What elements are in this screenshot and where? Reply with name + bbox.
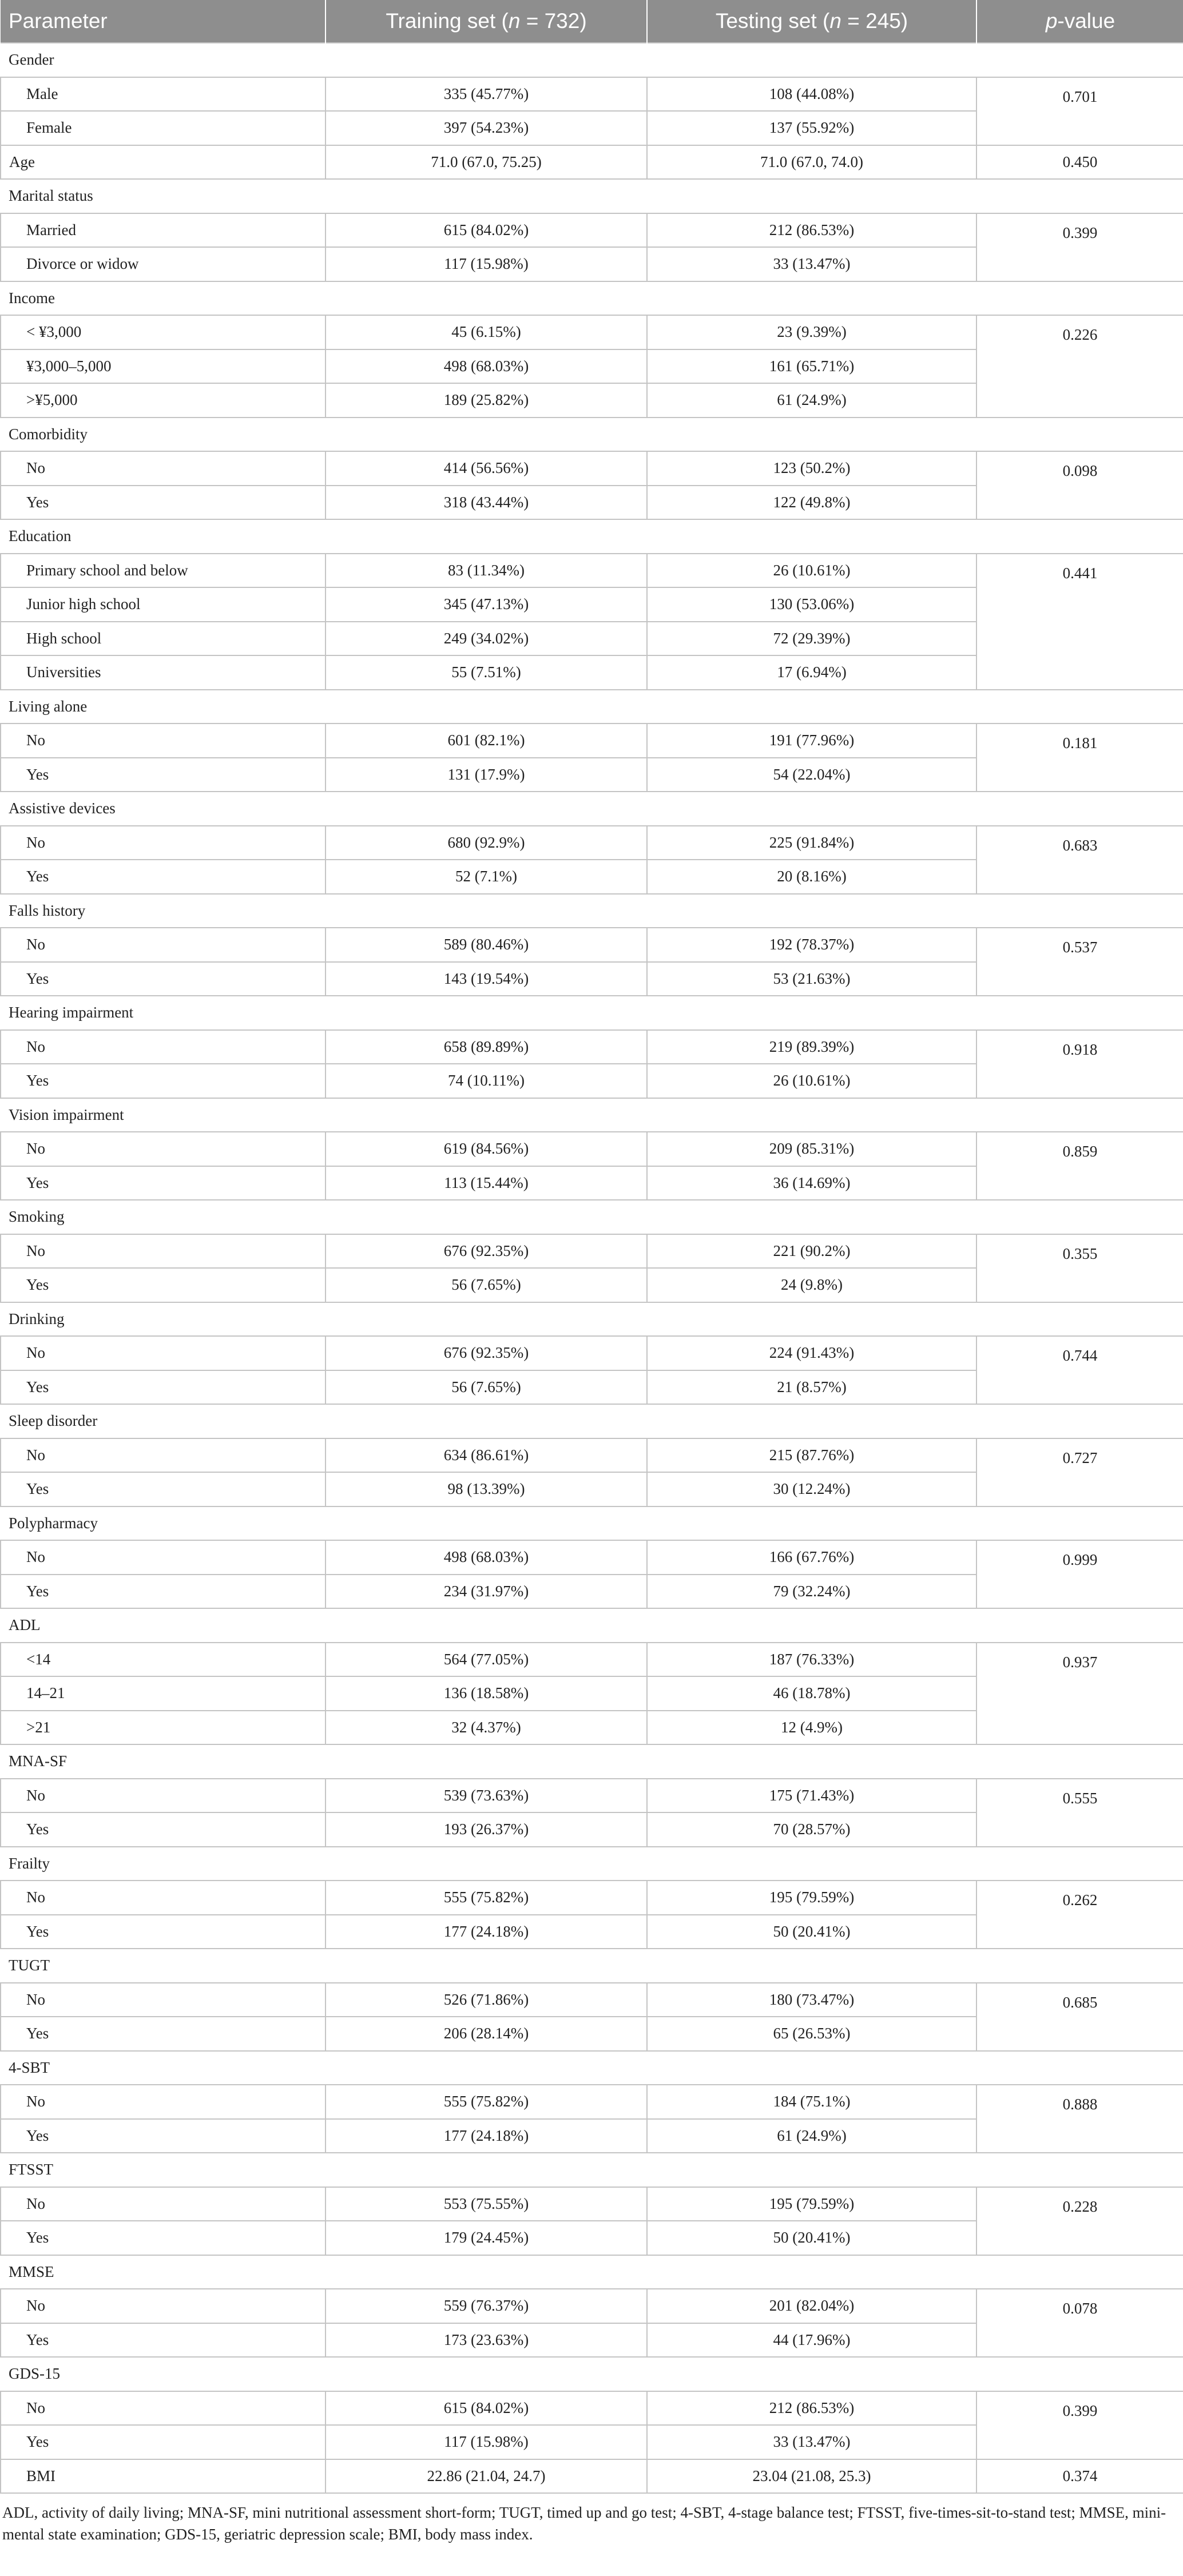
- training-value: 179 (24.45%): [325, 2221, 647, 2255]
- table-row: [1, 1540, 1183, 1575]
- testing-value: 195 (79.59%): [647, 2187, 976, 2221]
- row-label: Yes: [1, 1812, 325, 1847]
- row-label: Yes: [1, 2119, 325, 2153]
- group-title: Frailty: [1, 1847, 1183, 1881]
- group-title: GDS-15: [1, 2357, 1183, 2391]
- p-value: 0.355: [976, 1234, 1183, 1302]
- row-label: Yes: [1, 1472, 325, 1506]
- group-header-row: [1, 792, 1183, 826]
- row-label: No: [1, 1132, 325, 1166]
- group-header-row: [1, 1302, 1183, 1337]
- testing-value: 30 (12.24%): [647, 1472, 976, 1506]
- table-row: [1, 1132, 1183, 1166]
- training-value: 136 (18.58%): [325, 1676, 647, 1711]
- testing-value: 191 (77.96%): [647, 723, 976, 758]
- training-value: 676 (92.35%): [325, 1336, 647, 1370]
- p-value: 0.859: [976, 1132, 1183, 1200]
- row-label: BMI: [1, 2459, 325, 2494]
- p-value: 0.181: [976, 723, 1183, 792]
- p-value: 0.555: [976, 1779, 1183, 1847]
- training-value: 615 (84.02%): [325, 213, 647, 248]
- table-row: [1, 826, 1183, 860]
- training-value: 52 (7.1%): [325, 860, 647, 894]
- testing-value: 20 (8.16%): [647, 860, 976, 894]
- table-row: [1, 1030, 1183, 1064]
- group-header-row: [1, 690, 1183, 724]
- group-title: ADL: [1, 1608, 1183, 1643]
- testing-value: 24 (9.8%): [647, 1268, 976, 1302]
- training-value: 98 (13.39%): [325, 1472, 647, 1506]
- testing-value: 175 (71.43%): [647, 1779, 976, 1813]
- row-label: Yes: [1, 486, 325, 520]
- testing-value: 70 (28.57%): [647, 1812, 976, 1847]
- training-value: 131 (17.9%): [325, 758, 647, 792]
- training-value: 113 (15.44%): [325, 1166, 647, 1200]
- table-row: [1, 1983, 1183, 2017]
- row-label: No: [1, 1540, 325, 1575]
- p-value: 0.262: [976, 1881, 1183, 1949]
- testing-value: 161 (65.71%): [647, 349, 976, 384]
- training-value: 676 (92.35%): [325, 1234, 647, 1269]
- table-row: [1, 213, 1183, 248]
- table-row: [1, 2085, 1183, 2119]
- p-value: 0.537: [976, 928, 1183, 996]
- training-value: 658 (89.89%): [325, 1030, 647, 1064]
- table-row: [1, 1643, 1183, 1677]
- training-value: 173 (23.63%): [325, 2323, 647, 2358]
- p-value: 0.918: [976, 1030, 1183, 1098]
- row-label: No: [1, 2085, 325, 2119]
- group-header-row: [1, 519, 1183, 554]
- training-value: 414 (56.56%): [325, 451, 647, 486]
- p-value: 0.399: [976, 2391, 1183, 2459]
- row-label: Divorce or widow: [1, 247, 325, 281]
- training-value: 615 (84.02%): [325, 2391, 647, 2426]
- training-value: 249 (34.02%): [325, 622, 647, 656]
- group-header-row: [1, 894, 1183, 928]
- group-header-row: [1, 2255, 1183, 2289]
- training-value: 74 (10.11%): [325, 1064, 647, 1098]
- testing-value: 224 (91.43%): [647, 1336, 976, 1370]
- testing-value: 54 (22.04%): [647, 758, 976, 792]
- p-value: 0.228: [976, 2187, 1183, 2255]
- training-value: 335 (45.77%): [325, 77, 647, 112]
- training-value: 553 (75.55%): [325, 2187, 647, 2221]
- group-header-row: [1, 1608, 1183, 1643]
- p-value: 0.450: [976, 145, 1183, 180]
- row-label: High school: [1, 622, 325, 656]
- table-row: [1, 1779, 1183, 1813]
- training-value: 206 (28.14%): [325, 2017, 647, 2051]
- row-label: No: [1, 1336, 325, 1370]
- testing-value: 192 (78.37%): [647, 928, 976, 962]
- row-label: Universities: [1, 655, 325, 690]
- training-value: 22.86 (21.04, 24.7): [325, 2459, 647, 2494]
- testing-value: 50 (20.41%): [647, 1915, 976, 1949]
- training-value: 526 (71.86%): [325, 1983, 647, 2017]
- group-title: 4-SBT: [1, 2051, 1183, 2085]
- group-title: FTSST: [1, 2153, 1183, 2187]
- group-header-row: [1, 2051, 1183, 2085]
- testing-value: 72 (29.39%): [647, 622, 976, 656]
- training-value: 680 (92.9%): [325, 826, 647, 860]
- p-value: 0.399: [976, 213, 1183, 281]
- row-label: No: [1, 1234, 325, 1269]
- group-title: Gender: [1, 43, 1183, 77]
- group-title: Marital status: [1, 179, 1183, 213]
- p-value: 0.888: [976, 2085, 1183, 2153]
- row-label: Yes: [1, 860, 325, 894]
- testing-value: 53 (21.63%): [647, 962, 976, 996]
- testing-value: 33 (13.47%): [647, 2425, 976, 2459]
- row-label: Yes: [1, 1575, 325, 1609]
- table-row: [1, 2459, 1183, 2494]
- p-value: 0.685: [976, 1983, 1183, 2051]
- testing-value: 79 (32.24%): [647, 1575, 976, 1609]
- row-label: Yes: [1, 2425, 325, 2459]
- training-value: 564 (77.05%): [325, 1643, 647, 1677]
- group-title: Hearing impairment: [1, 996, 1183, 1030]
- testing-value: 225 (91.84%): [647, 826, 976, 860]
- testing-value: 21 (8.57%): [647, 1370, 976, 1405]
- testing-value: 221 (90.2%): [647, 1234, 976, 1269]
- testing-value: 61 (24.9%): [647, 2119, 976, 2153]
- group-title: Vision impairment: [1, 1098, 1183, 1132]
- group-title: Comorbidity: [1, 418, 1183, 452]
- testing-value: 36 (14.69%): [647, 1166, 976, 1200]
- table-row: [1, 145, 1183, 180]
- group-header-row: [1, 2357, 1183, 2391]
- group-header-row: [1, 1949, 1183, 1983]
- group-header-row: [1, 418, 1183, 452]
- group-header-row: [1, 2153, 1183, 2187]
- group-header-row: [1, 281, 1183, 316]
- training-value: 634 (86.61%): [325, 1438, 647, 1473]
- testing-value: 215 (87.76%): [647, 1438, 976, 1473]
- row-label: Age: [1, 145, 325, 180]
- p-value: 0.999: [976, 1540, 1183, 1608]
- row-label: Yes: [1, 2323, 325, 2358]
- row-label: No: [1, 451, 325, 486]
- group-title: Income: [1, 281, 1183, 316]
- row-label: Yes: [1, 1166, 325, 1200]
- row-label: Yes: [1, 962, 325, 996]
- row-label: Yes: [1, 1915, 325, 1949]
- training-value: 601 (82.1%): [325, 723, 647, 758]
- training-value: 234 (31.97%): [325, 1575, 647, 1609]
- testing-value: 17 (6.94%): [647, 655, 976, 690]
- training-value: 143 (19.54%): [325, 962, 647, 996]
- row-label: No: [1, 723, 325, 758]
- table-row: [1, 2391, 1183, 2426]
- row-label: No: [1, 928, 325, 962]
- training-value: 189 (25.82%): [325, 383, 647, 418]
- table-row: [1, 315, 1183, 349]
- training-value: 193 (26.37%): [325, 1812, 647, 1847]
- table-row: [1, 451, 1183, 486]
- table-row: [1, 723, 1183, 758]
- testing-value: 201 (82.04%): [647, 2289, 976, 2323]
- row-label: < ¥3,000: [1, 315, 325, 349]
- row-label: Yes: [1, 1370, 325, 1405]
- training-value: 83 (11.34%): [325, 554, 647, 588]
- testing-value: 46 (18.78%): [647, 1676, 976, 1711]
- p-value: 0.374: [976, 2459, 1183, 2494]
- row-label: Yes: [1, 2221, 325, 2255]
- training-value: 318 (43.44%): [325, 486, 647, 520]
- testing-value: 212 (86.53%): [647, 2391, 976, 2426]
- table-row: [1, 2289, 1183, 2323]
- testing-value: 23 (9.39%): [647, 315, 976, 349]
- testing-value: 50 (20.41%): [647, 2221, 976, 2255]
- row-label: Yes: [1, 2017, 325, 2051]
- p-value: 0.683: [976, 826, 1183, 894]
- group-title: MNA-SF: [1, 1744, 1183, 1779]
- testing-value: 26 (10.61%): [647, 554, 976, 588]
- p-value: 0.744: [976, 1336, 1183, 1404]
- row-label: No: [1, 1779, 325, 1813]
- header-testing-set: Testing set (n = 245): [647, 0, 976, 43]
- header-training-set: Training set (n = 732): [325, 0, 647, 43]
- training-value: 71.0 (67.0, 75.25): [325, 145, 647, 180]
- table-row: [1, 77, 1183, 112]
- table-footnote: ADL, activity of daily living; MNA-SF, mini nutritional assessment short-form; TUGT, timed up and go test; 4-SBT, 4-stage balance test; FTSST, five-times-sit-to-stand test; MMSE, mini-mental state examination; GDS-15, geriatric depression scale; BMI, body mass index.: [2, 2504, 1166, 2543]
- training-value: 498 (68.03%): [325, 1540, 647, 1575]
- row-label: Male: [1, 77, 325, 112]
- training-value: 555 (75.82%): [325, 2085, 647, 2119]
- p-value: 0.078: [976, 2289, 1183, 2357]
- p-value: 0.727: [976, 1438, 1183, 1506]
- row-label: Yes: [1, 758, 325, 792]
- row-label: No: [1, 2289, 325, 2323]
- p-value: 0.098: [976, 451, 1183, 519]
- training-value: 555 (75.82%): [325, 1881, 647, 1915]
- testing-value: 123 (50.2%): [647, 451, 976, 486]
- row-label: 14–21: [1, 1676, 325, 1711]
- group-title: Drinking: [1, 1302, 1183, 1337]
- testing-value: 209 (85.31%): [647, 1132, 976, 1166]
- group-header-row: [1, 1200, 1183, 1234]
- training-value: 589 (80.46%): [325, 928, 647, 962]
- p-value: 0.701: [976, 77, 1183, 145]
- group-title: MMSE: [1, 2255, 1183, 2289]
- testing-value: 33 (13.47%): [647, 247, 976, 281]
- testing-value: 166 (67.76%): [647, 1540, 976, 1575]
- testing-value: 61 (24.9%): [647, 383, 976, 418]
- header-p-value: p-value: [976, 0, 1183, 43]
- table-row: [1, 1881, 1183, 1915]
- group-title: Living alone: [1, 690, 1183, 724]
- group-title: Assistive devices: [1, 792, 1183, 826]
- training-value: 177 (24.18%): [325, 2119, 647, 2153]
- group-header-row: [1, 1098, 1183, 1132]
- row-label: No: [1, 1983, 325, 2017]
- group-title: Education: [1, 519, 1183, 554]
- row-label: Female: [1, 111, 325, 145]
- testing-value: 26 (10.61%): [647, 1064, 976, 1098]
- group-title: Smoking: [1, 1200, 1183, 1234]
- header-parameter: Parameter: [1, 0, 325, 43]
- testing-value: 108 (44.08%): [647, 77, 976, 112]
- p-value: 0.937: [976, 1643, 1183, 1745]
- row-label: Married: [1, 213, 325, 248]
- group-header-row: [1, 179, 1183, 213]
- testing-value: 187 (76.33%): [647, 1643, 976, 1677]
- testing-value: 180 (73.47%): [647, 1983, 976, 2017]
- testing-value: 212 (86.53%): [647, 213, 976, 248]
- row-label: No: [1, 2187, 325, 2221]
- testing-value: 184 (75.1%): [647, 2085, 976, 2119]
- testing-value: 12 (4.9%): [647, 1711, 976, 1745]
- training-value: 45 (6.15%): [325, 315, 647, 349]
- testing-value: 71.0 (67.0, 74.0): [647, 145, 976, 180]
- training-value: 539 (73.63%): [325, 1779, 647, 1813]
- testing-value: 130 (53.06%): [647, 587, 976, 622]
- row-label: <14: [1, 1643, 325, 1677]
- testing-value: 65 (26.53%): [647, 2017, 976, 2051]
- training-value: 177 (24.18%): [325, 1915, 647, 1949]
- group-header-row: [1, 1744, 1183, 1779]
- training-value: 32 (4.37%): [325, 1711, 647, 1745]
- group-header-row: [1, 996, 1183, 1030]
- training-value: 345 (47.13%): [325, 587, 647, 622]
- table-row: [1, 2187, 1183, 2221]
- testing-value: 23.04 (21.08, 25.3): [647, 2459, 976, 2494]
- row-label: No: [1, 1438, 325, 1473]
- testing-value: 44 (17.96%): [647, 2323, 976, 2358]
- training-value: 397 (54.23%): [325, 111, 647, 145]
- testing-value: 137 (55.92%): [647, 111, 976, 145]
- group-title: TUGT: [1, 1949, 1183, 1983]
- row-label: >21: [1, 1711, 325, 1745]
- table-row: [1, 1336, 1183, 1370]
- row-label: >¥5,000: [1, 383, 325, 418]
- row-label: Primary school and below: [1, 554, 325, 588]
- row-label: Yes: [1, 1268, 325, 1302]
- testing-value: 195 (79.59%): [647, 1881, 976, 1915]
- training-value: 498 (68.03%): [325, 349, 647, 384]
- group-header-row: [1, 1847, 1183, 1881]
- training-value: 55 (7.51%): [325, 655, 647, 690]
- group-title: Sleep disorder: [1, 1404, 1183, 1438]
- training-value: 56 (7.65%): [325, 1268, 647, 1302]
- row-label: ¥3,000–5,000: [1, 349, 325, 384]
- row-label: Junior high school: [1, 587, 325, 622]
- training-value: 559 (76.37%): [325, 2289, 647, 2323]
- group-title: Falls history: [1, 894, 1183, 928]
- group-header-row: [1, 1404, 1183, 1438]
- row-label: No: [1, 826, 325, 860]
- training-value: 619 (84.56%): [325, 1132, 647, 1166]
- training-value: 117 (15.98%): [325, 247, 647, 281]
- p-value: 0.226: [976, 315, 1183, 418]
- group-header-row: [1, 1506, 1183, 1541]
- row-label: No: [1, 1881, 325, 1915]
- table-row: [1, 1234, 1183, 1269]
- table-row: [1, 1438, 1183, 1473]
- testing-value: 122 (49.8%): [647, 486, 976, 520]
- group-header-row: [1, 43, 1183, 77]
- group-title: Polypharmacy: [1, 1506, 1183, 1541]
- table-row: [1, 554, 1183, 588]
- training-value: 56 (7.65%): [325, 1370, 647, 1405]
- row-label: No: [1, 1030, 325, 1064]
- table-row: [1, 928, 1183, 962]
- row-label: Yes: [1, 1064, 325, 1098]
- p-value: 0.441: [976, 554, 1183, 690]
- table-body: [1, 43, 1183, 2493]
- training-value: 117 (15.98%): [325, 2425, 647, 2459]
- row-label: No: [1, 2391, 325, 2426]
- testing-value: 219 (89.39%): [647, 1030, 976, 1064]
- header-row: [1, 0, 1183, 43]
